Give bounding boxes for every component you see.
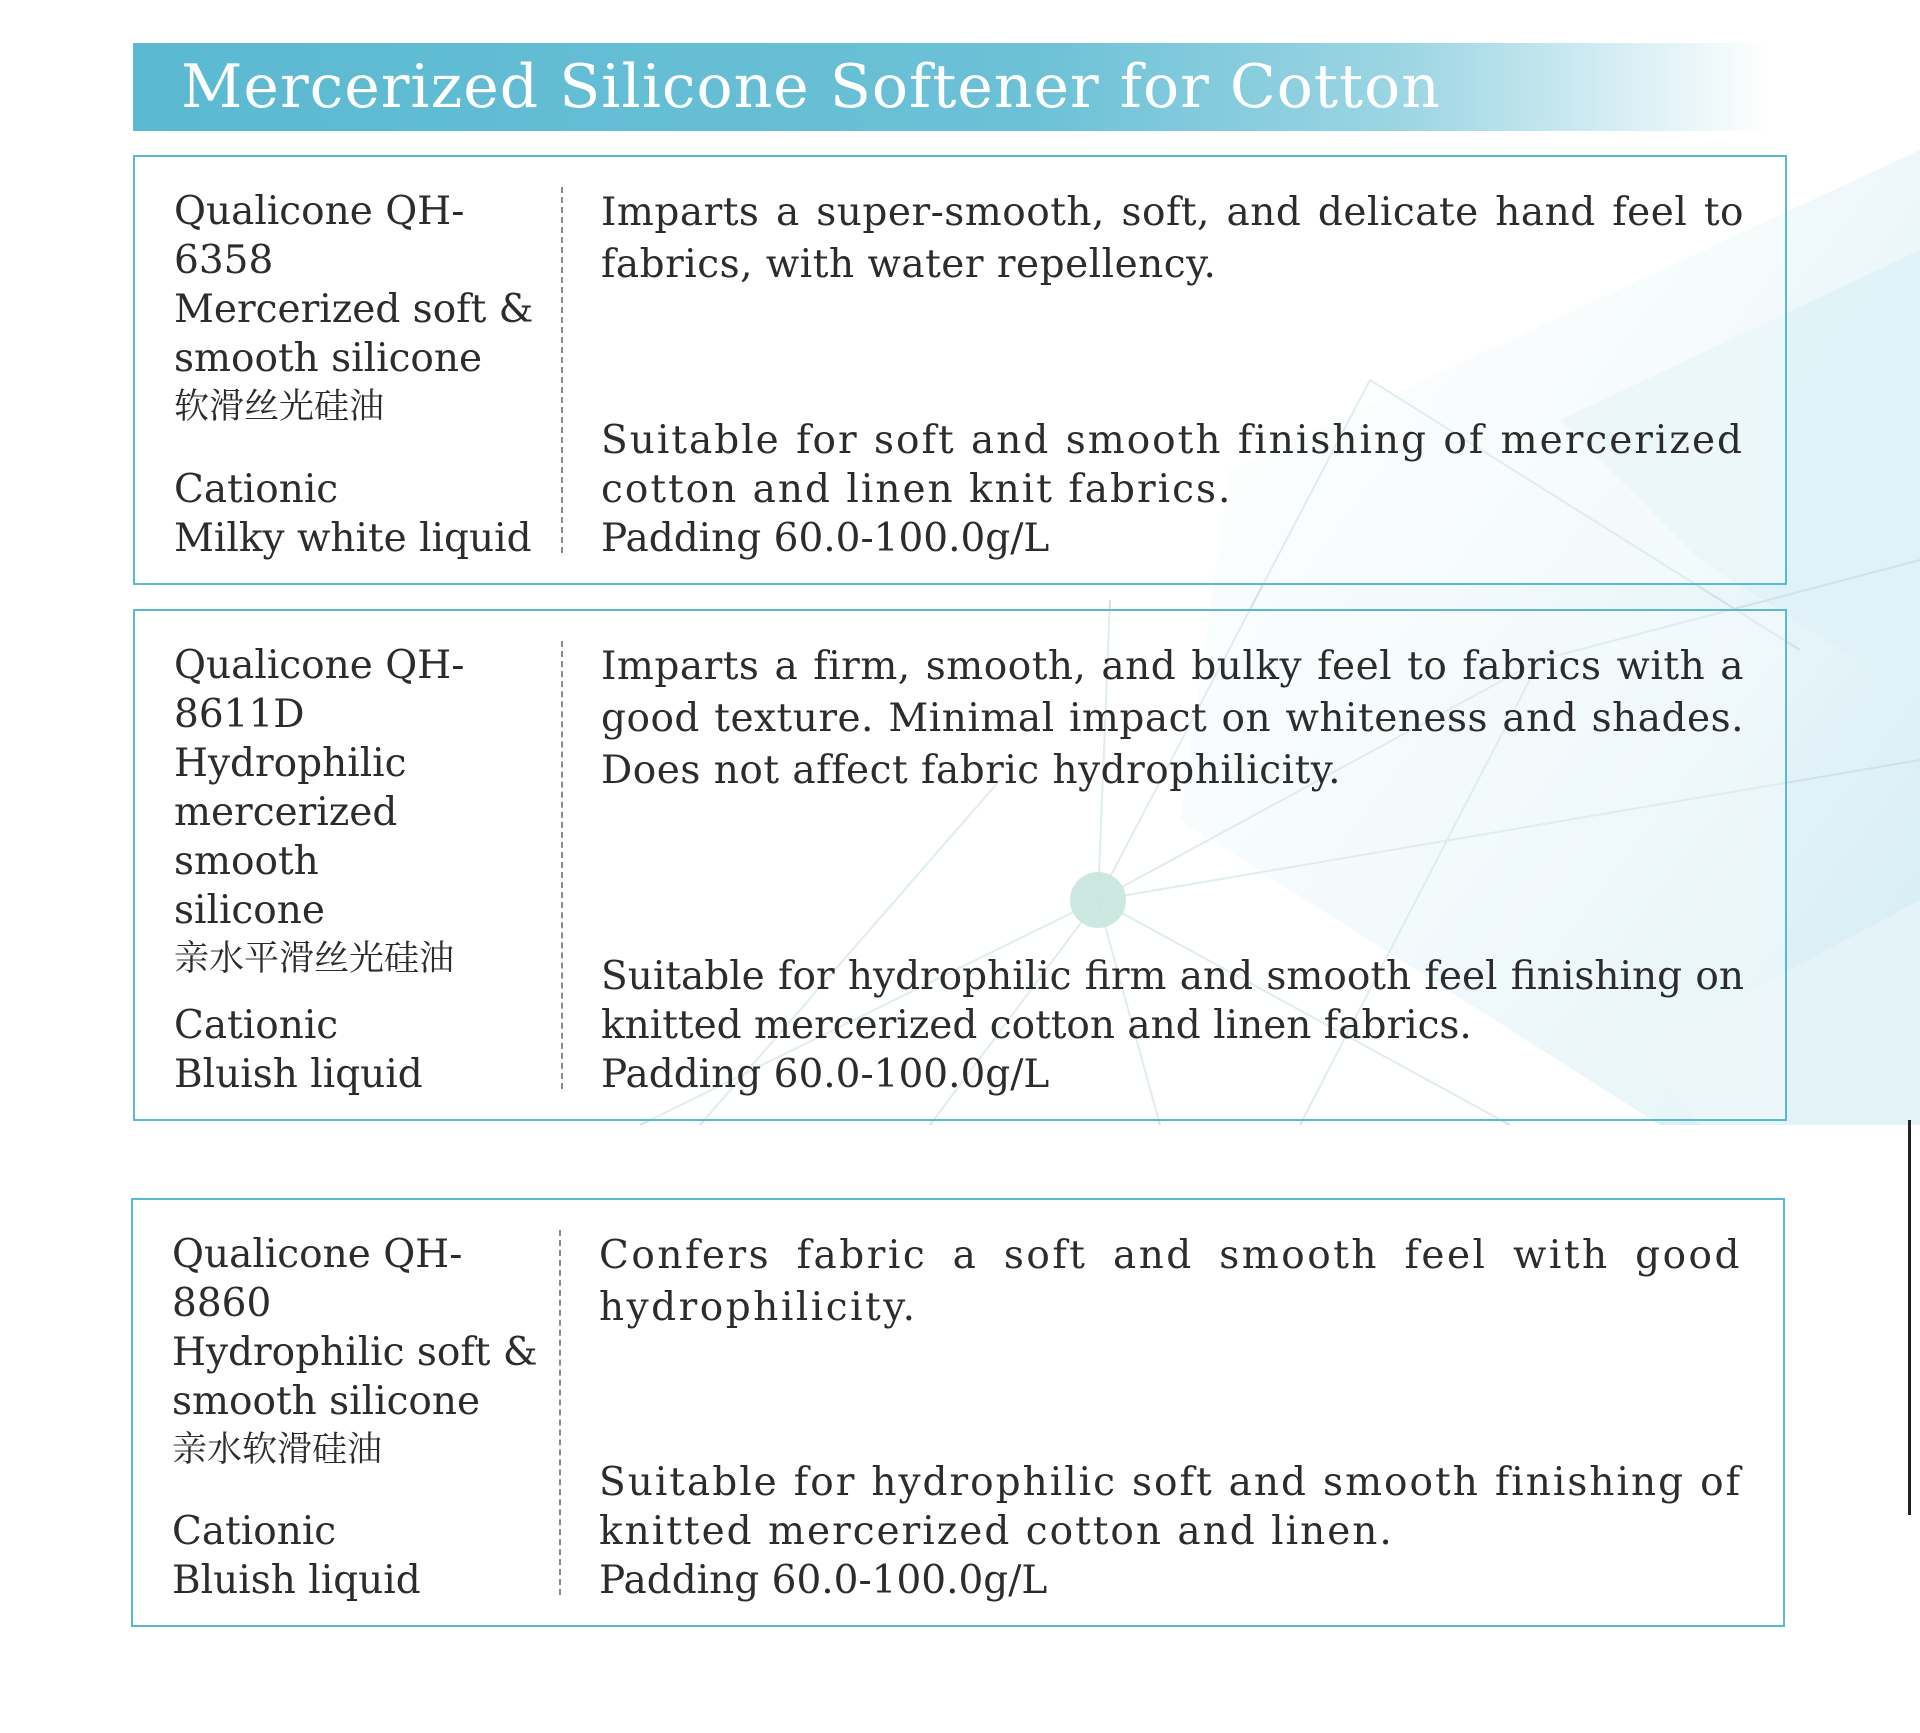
product-name-line: Hydrophilic soft &: [172, 1330, 538, 1375]
product-info-column: [174, 187, 554, 563]
product-card-qh-8611d: [133, 609, 1787, 1121]
page-edge-line: [1908, 1120, 1911, 1515]
product-name-line: Qualicone QH-: [174, 643, 465, 688]
product-name-line: Qualicone QH-8860: [172, 1232, 463, 1326]
product-name-line: Qualicone QH-6358: [174, 189, 465, 283]
product-name-line: mercerized smooth: [174, 790, 398, 884]
product-usage: [599, 1458, 1742, 1605]
product-name-line: smooth silicone: [174, 336, 483, 381]
product-name-line: Mercerized soft &: [174, 287, 534, 332]
product-properties: [174, 1001, 423, 1099]
product-card-qh-6358: [133, 155, 1787, 585]
ionicity: Cationic: [172, 1509, 337, 1554]
product-name-line: 8611D: [174, 692, 305, 737]
application-text: Suitable for hydrophilic soft and smooth finishing of knitted mercerized cotton and linen.: [599, 1460, 1742, 1554]
dosage-text: Padding 60.0-100.0g/L: [601, 516, 1050, 561]
dosage-text: Padding 60.0-100.0g/L: [599, 1558, 1048, 1603]
product-details-column: [601, 187, 1744, 563]
product-details-column: [599, 1230, 1742, 1605]
dashed-divider: [561, 641, 563, 1089]
product-description: Imparts a super-smooth, soft, and delicate hand feel to fabrics, with water repellency.: [601, 190, 1744, 287]
page-title: Mercerized Silicone Softener for Cotton: [181, 52, 1441, 122]
product-chinese-name: 亲水软滑硅油: [172, 1430, 383, 1470]
product-details-column: [601, 641, 1744, 1099]
product-chinese-name: 软滑丝光硅油: [174, 387, 385, 427]
product-properties: [172, 1507, 421, 1605]
ionicity: Cationic: [174, 1003, 339, 1048]
product-description: Confers fabric a soft and smooth feel with good hydrophilicity.: [599, 1233, 1742, 1330]
product-usage: [601, 952, 1744, 1099]
appearance: Milky white liquid: [174, 516, 532, 561]
title-banner: [133, 43, 1770, 131]
product-info-column: [174, 641, 554, 1099]
dashed-divider: [559, 1230, 561, 1595]
product-info-column: [172, 1230, 552, 1605]
product-usage: [601, 416, 1744, 563]
application-text: Suitable for hydrophilic firm and smooth feel finishing on knitted mercerized cotton and linen fabrics.: [601, 954, 1744, 1048]
product-properties: [174, 465, 532, 563]
product-chinese-name: 亲水平滑丝光硅油: [174, 939, 455, 979]
appearance: Bluish liquid: [174, 1052, 423, 1097]
product-name-line: smooth silicone: [172, 1379, 481, 1424]
product-card-qh-8860: [131, 1198, 1785, 1627]
dosage-text: Padding 60.0-100.0g/L: [601, 1052, 1050, 1097]
appearance: Bluish liquid: [172, 1558, 421, 1603]
dashed-divider: [561, 187, 563, 553]
ionicity: Cationic: [174, 467, 339, 512]
product-name-line: silicone: [174, 888, 325, 933]
product-description: Imparts a firm, smooth, and bulky feel to fabrics with a good texture. Minimal impact on whiteness and shades. Does not affect fabric hydrophilicity.: [601, 644, 1744, 793]
product-name-line: Hydrophilic: [174, 741, 407, 786]
application-text: Suitable for soft and smooth finishing of mercerized cotton and linen knit fabrics.: [601, 418, 1744, 512]
